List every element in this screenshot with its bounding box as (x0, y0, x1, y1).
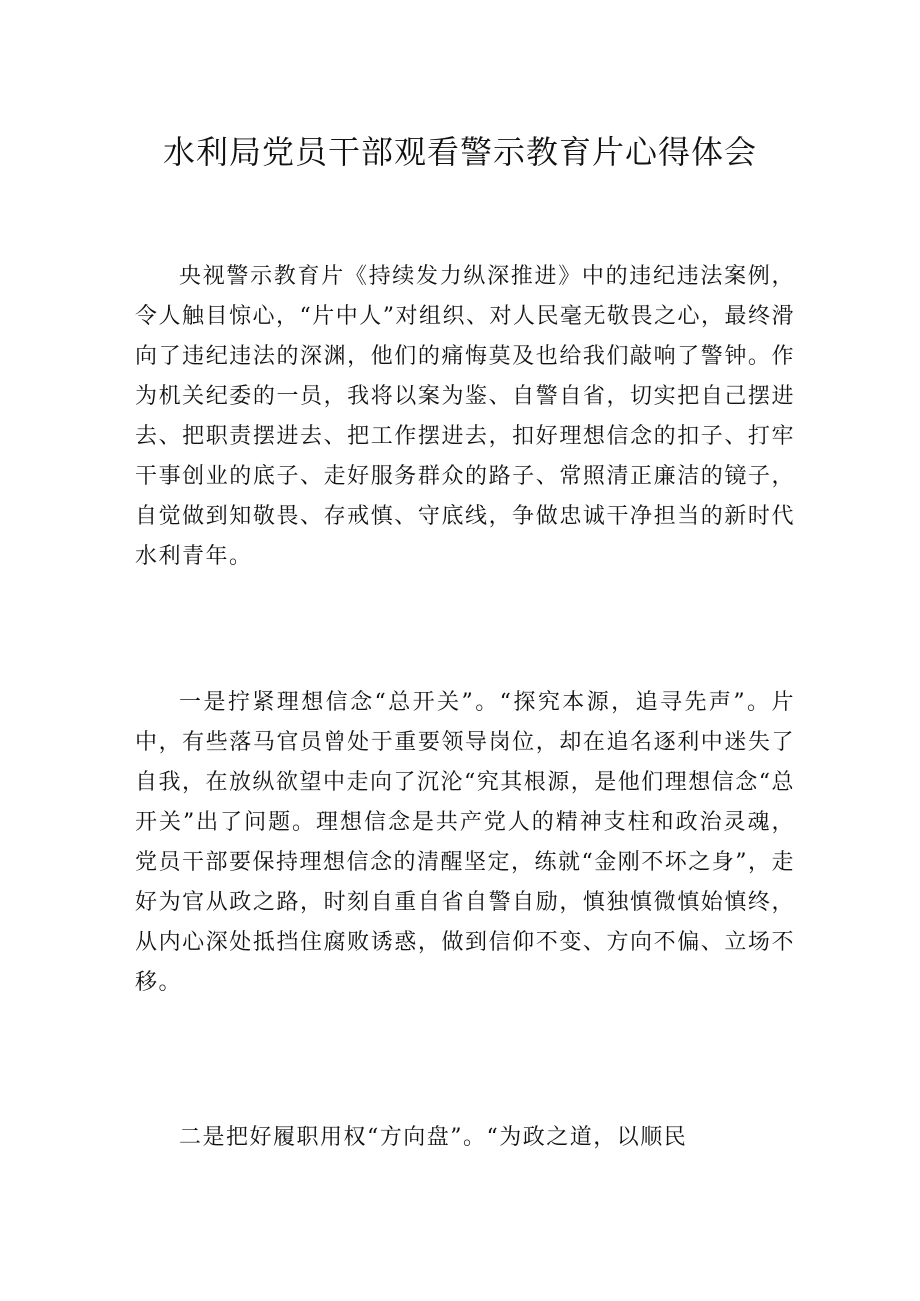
paragraph-point-one: 一是拧紧理想信念“总开关”。“探究本源，追寻先声”。片中，有些落马官员曾处于重要领导岗位，却在追名逐利中迷失了自我，在放纵欲望中走向了沉沦“究其根源，是他们理想信念“总开关”出了问题。理想信念是共产党人的精神支柱和政治灵魂，党员干部要保持理想信念的清醒坚定，练就“金刚不坏之身”，走好为官从政之路，时刻自重自省自警自励，慎独慎微慎始慎终，从内心深处抵挡住腐败诱惑，做到信仰不变、方向不偏、立场不移。 (135, 690, 795, 995)
document-title: 水利局党员干部观看警示教育片心得体会 (162, 133, 757, 171)
paragraph-intro: 央视警示教育片《持续发力纵深推进》中的违纪违法案例，令人触目惊心，“片中人”对组织、对人民毫无敬畏之心，最终滑向了违纪违法的深渊，他们的痛悔莫及也给我们敲响了警钟。作为机关纪委的一员，我将以案为鉴、自警自省，切实把自己摆进去、把职责摆进去、把工作摆进去，扣好理想信念的扣子、打牢干事创业的底子、走好服务群众的路子、常照清正廉洁的镜子，自觉做到知敬畏、存戒慎、守底线，争做忠诚干净担当的新时代水利青年。 (135, 264, 795, 569)
paragraph-point-two: 二是把好履职用权“方向盘”。“为政之道，以顺民 (179, 1125, 688, 1150)
